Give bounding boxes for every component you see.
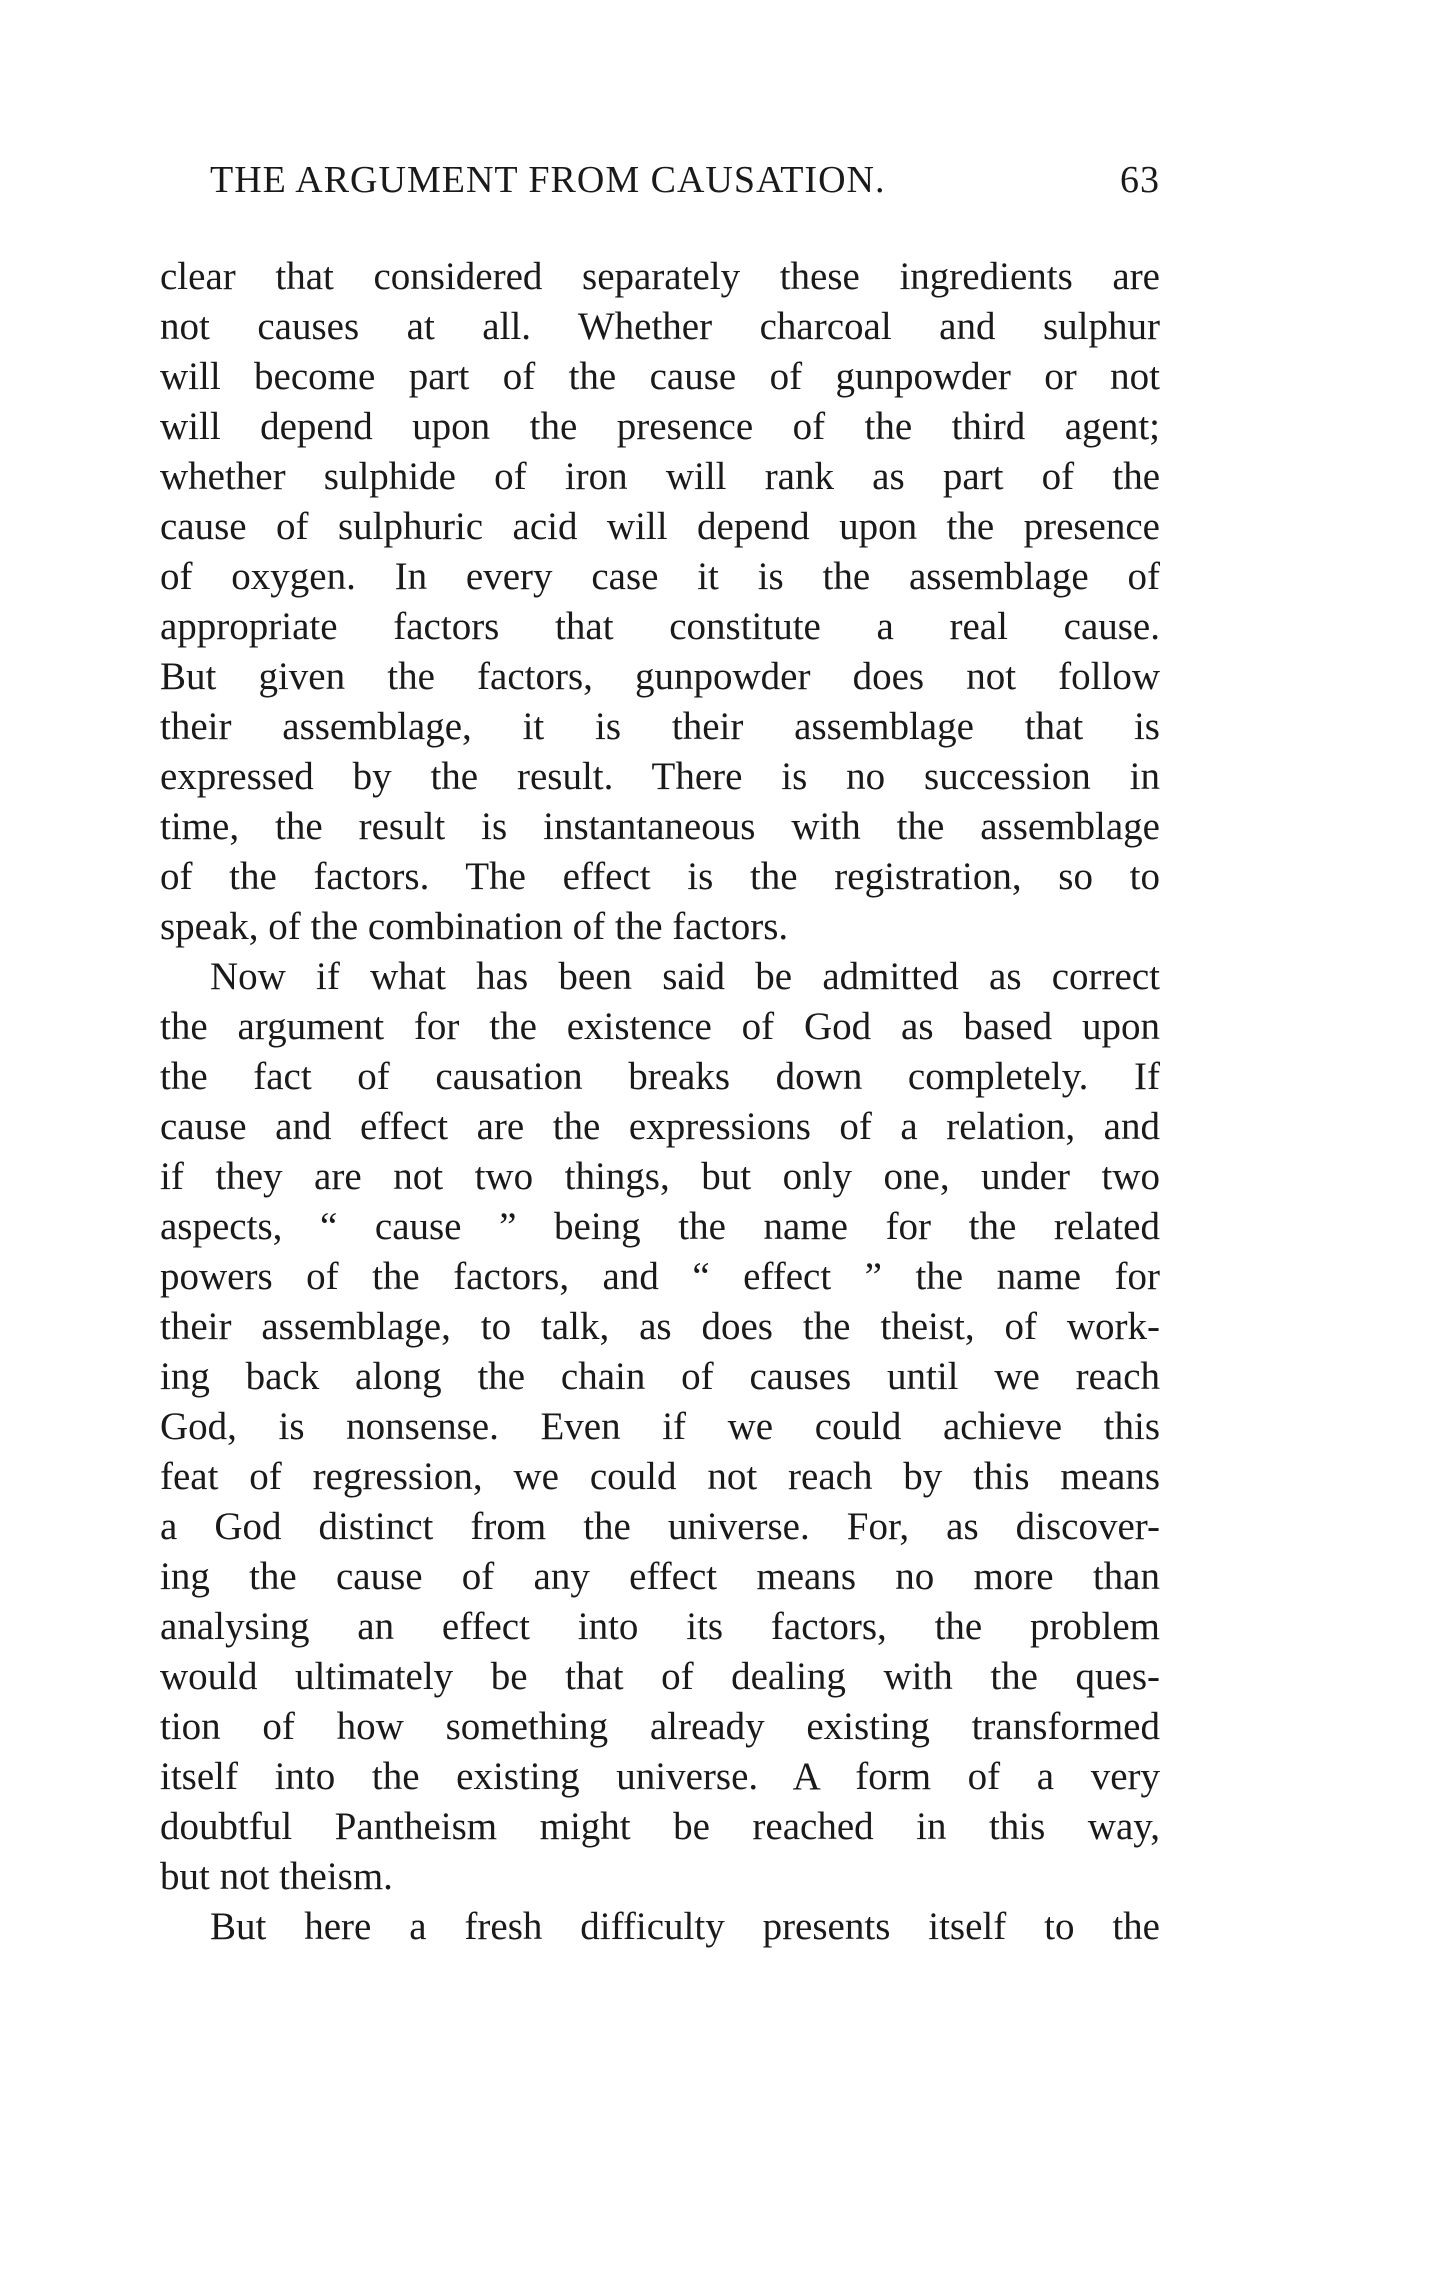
text-line: of the factors. The effect is the registration, so to: [160, 855, 1160, 898]
text-line: itself into the existing universe. A form of a very: [160, 1755, 1160, 1798]
text-line: ing the cause of any effect means no more than: [160, 1555, 1160, 1598]
text-line: of oxygen. In every case it is the assemblage of: [160, 555, 1160, 598]
text-line: aspects, “ cause ” being the name for the related: [160, 1205, 1160, 1248]
text-line: But given the factors, gunpowder does not follow: [160, 655, 1160, 698]
text-line: whether sulphide of iron will rank as part of the: [160, 455, 1160, 498]
text-line: not causes at all. Whether charcoal and sulphur: [160, 305, 1160, 348]
text-line: expressed by the result. There is no succession in: [160, 755, 1160, 798]
text-line: their assemblage, to talk, as does the theist, of work-: [160, 1305, 1160, 1348]
text-line: the argument for the existence of God as based upon: [160, 1005, 1160, 1048]
text-line: time, the result is instantaneous with the assemblage: [160, 805, 1160, 848]
text-line: a God distinct from the universe. For, as discover-: [160, 1505, 1160, 1548]
text-line: speak, of the combination of the factors.: [160, 905, 789, 948]
body-text: [160, 252, 1160, 1952]
text-line: tion of how something already existing transformed: [160, 1705, 1160, 1748]
text-line: Now if what has been said be admitted as correct: [210, 955, 1160, 998]
text-line: doubtful Pantheism might be reached in this way,: [160, 1805, 1160, 1848]
text-line: the fact of causation breaks down completely. If: [160, 1055, 1160, 1098]
text-line: cause of sulphuric acid will depend upon the presence: [160, 505, 1160, 548]
text-line: But here a fresh difficulty presents itself to the: [210, 1905, 1160, 1948]
running-header: [210, 158, 1160, 214]
text-line: ing back along the chain of causes until we reach: [160, 1355, 1160, 1398]
text-line: would ultimately be that of dealing with the ques-: [160, 1655, 1160, 1698]
text-line: will depend upon the presence of the third agent;: [160, 405, 1160, 448]
running-title: THE ARGUMENT FROM CAUSATION.: [210, 159, 886, 201]
text-line: cause and effect are the expressions of a relation, and: [160, 1105, 1160, 1148]
text-line: feat of regression, we could not reach by this means: [160, 1455, 1160, 1498]
text-line: appropriate factors that constitute a real cause.: [160, 605, 1160, 648]
page-number: 63: [1120, 159, 1160, 201]
text-line: but not theism.: [160, 1855, 393, 1898]
text-line: clear that considered separately these ingredients are: [160, 255, 1160, 298]
text-line: if they are not two things, but only one, under two: [160, 1155, 1160, 1198]
text-line: analysing an effect into its factors, the problem: [160, 1605, 1160, 1648]
text-line: God, is nonsense. Even if we could achieve this: [160, 1405, 1160, 1448]
text-line: their assemblage, it is their assemblage that is: [160, 705, 1160, 748]
text-line: powers of the factors, and “ effect ” the name for: [160, 1255, 1160, 1298]
text-line: will become part of the cause of gunpowder or not: [160, 355, 1160, 398]
